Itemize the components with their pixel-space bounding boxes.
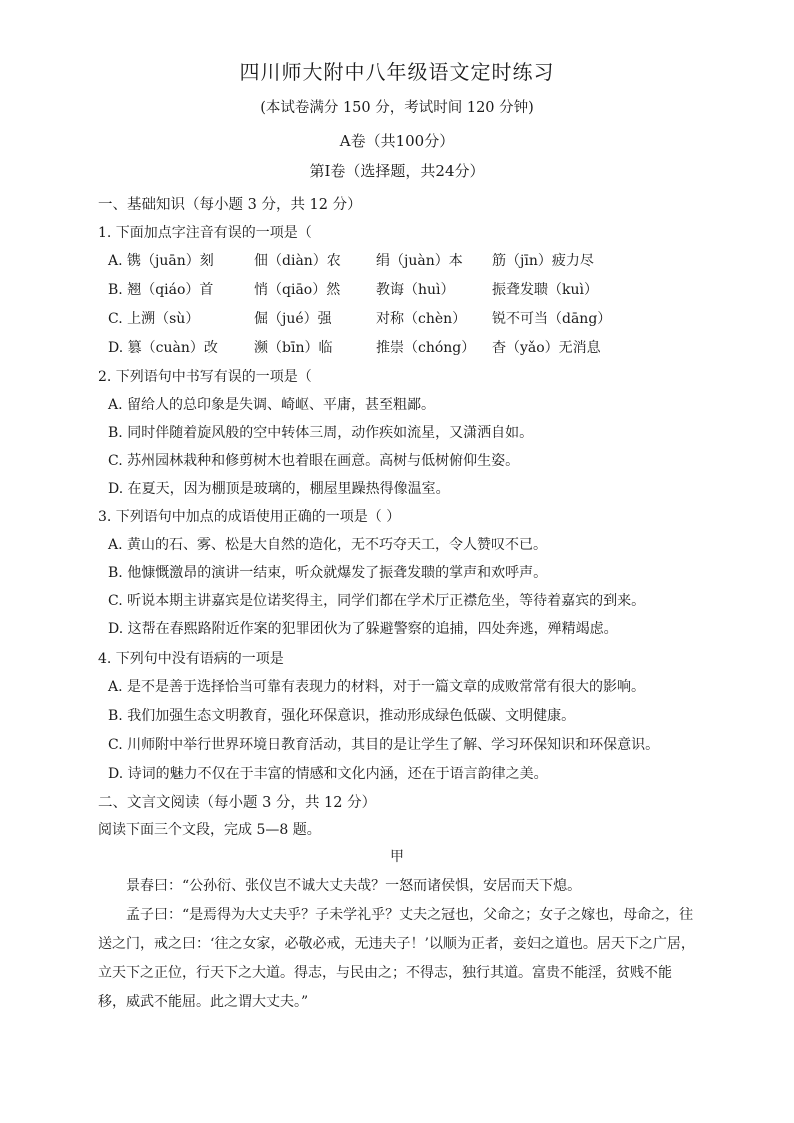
q1-cell: 杳（yǎo）无消息: [492, 340, 601, 356]
question-3-option-b: B. 他慷慨激昂的演讲一结束，听众就爆发了振聋发聩的掌声和欢呼声。: [108, 565, 548, 581]
volume-a-heading: A卷（共100分）: [339, 132, 455, 150]
q1-cell: A. 镌（juān）刻: [108, 253, 214, 269]
q1-cell: 绢（juàn）本: [376, 253, 463, 269]
classical-passage: [98, 872, 698, 1017]
exam-info: (本试卷满分 150 分，考试时间 120 分钟): [260, 100, 534, 116]
q1-cell: 佃（diàn）农: [254, 253, 341, 269]
q1-cell: C. 上溯（sù）: [108, 311, 200, 327]
section-2-heading: 二、文言文阅读（每小题 3 分，共 12 分）: [98, 795, 377, 811]
q1-cell: 推崇（chóng）: [376, 340, 476, 356]
question-4-stem: 4. 下列句中没有语病的一项是: [98, 651, 284, 667]
q1-cell: D. 篡（cuàn）改: [108, 340, 218, 356]
question-4-option-a: A. 是不是善于选择恰当可靠有表现力的材料，对于一篇文章的成败常常有很大的影响。: [108, 679, 646, 695]
question-2-option-c: C. 苏州园林栽种和修剪树木也着眼在画意。高树与低树俯仰生姿。: [108, 453, 520, 469]
question-4-option-c: C. 川师附中举行世界环境日教育活动，其目的是让学生了解、学习环保知识和环保意识。: [108, 737, 660, 753]
question-1-row-b: [108, 279, 748, 301]
question-1-row-d: [108, 337, 748, 359]
question-1-row-a: [108, 250, 748, 272]
question-2-option-d: D. 在夏天，因为棚顶是玻璃的，棚屋里躁热得像温室。: [108, 481, 450, 497]
section-1-heading: 一、基础知识（每小题 3 分，共 12 分）: [98, 197, 362, 213]
question-3-stem: 3. 下列语句中加点的成语使用正确的一项是（ ）: [98, 509, 401, 525]
question-2-stem: 2. 下列语句中书写有误的一项是（: [98, 369, 312, 385]
q1-cell: 倔（jué）强: [254, 311, 332, 327]
question-2-option-a: A. 留给人的总印象是失调、崎岖、平庸，甚至粗鄙。: [108, 397, 436, 413]
q1-cell: 锐不可当（dāng）: [492, 311, 612, 327]
q1-cell: 筋（jīn）疲力尽: [492, 253, 594, 269]
passage-label: 甲: [390, 849, 404, 865]
passage-paragraph: 孟子曰：“是焉得为大丈夫乎？子未学礼乎？丈夫之冠也，父命之；女子之嫁也，母命之，往送之门，戒之曰：‘往之女家，必敬必戒，无违夫子！’以顺为正者，妾妇之道也。居天下之广居，立天下之正位，行天下之大道。得志，与民由之；不得志，独行其道。富贵不能淫，贫贱不能移，威武不能屈。此之谓大丈夫。”: [98, 907, 695, 1010]
question-4-option-b: B. 我们加强生态文明教育，强化环保意识，推动形成绿色低碳、文明健康。: [108, 708, 576, 724]
q1-cell: 振聋发聩（kuì）: [492, 282, 598, 298]
page-title: 四川师大附中八年级语文定时练习: [239, 60, 555, 84]
volume-1-heading: 第Ⅰ卷（选择题，共24分）: [309, 162, 485, 180]
question-3-option-c: C. 听说本期主讲嘉宾是位诺奖得主，同学们都在学术厅正襟危坐，等待着嘉宾的到来。: [108, 593, 646, 609]
q1-cell: 悄（qiāo）然: [254, 282, 341, 298]
question-3-option-d: D. 这帮在春熙路附近作案的犯罪团伙为了躲避警察的追捕，四处奔逃，殚精竭虑。: [108, 621, 618, 637]
passage-paragraph: 景春曰：“公孙衍、张仪岂不诚大丈夫哉？一怒而诸侯惧，安居而天下熄。: [126, 878, 582, 894]
q1-cell: 濒（bīn）临: [254, 340, 333, 356]
question-3-option-a: A. 黄山的石、雾、松是大自然的造化，无不巧夺天工，令人赞叹不已。: [108, 537, 548, 553]
section-2-intro: 阅读下面三个文段，完成 5—8 题。: [98, 822, 321, 838]
q1-cell: 对称（chèn）: [376, 311, 467, 327]
question-1-row-c: [108, 308, 748, 330]
question-2-option-b: B. 同时伴随着旋风般的空中转体三周，动作疾如流星，又潇洒自如。: [108, 425, 534, 441]
q1-cell: 教诲（huì）: [376, 282, 455, 298]
q1-cell: B. 翘（qiáo）首: [108, 282, 214, 298]
question-1-stem: 1. 下面加点字注音有误的一项是（: [98, 225, 312, 241]
question-4-option-d: D. 诗词的魅力不仅在于丰富的情感和文化内涵，还在于语言韵律之美。: [108, 766, 548, 782]
